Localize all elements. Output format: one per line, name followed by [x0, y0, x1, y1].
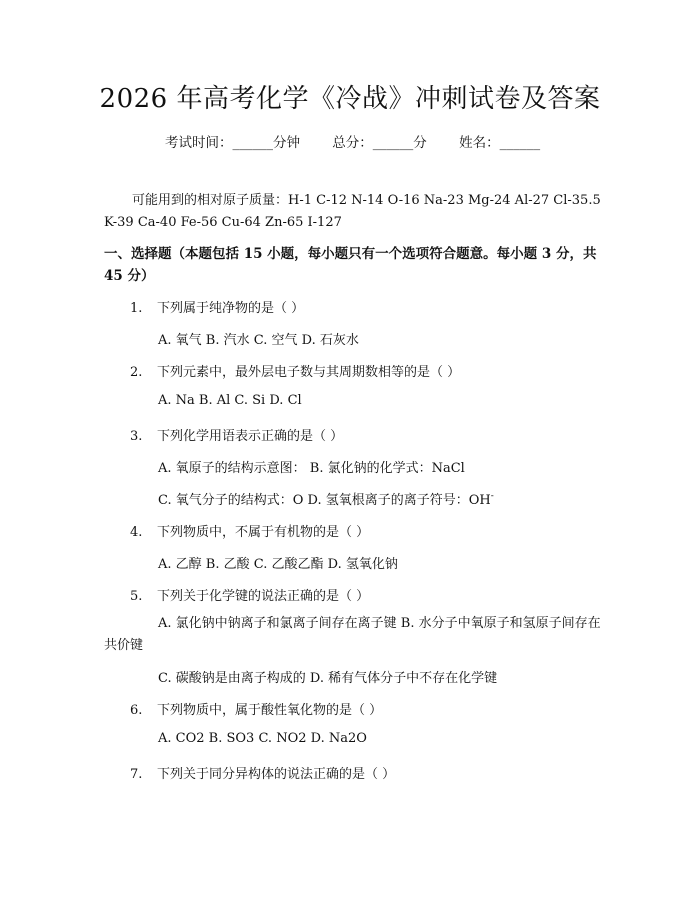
- question-number: 4.: [130, 525, 143, 540]
- question-3-options-cd: [158, 489, 494, 508]
- section-heading-multiple-choice: 一、选择题（本题包括 15 小题，每小题只有一个选项符合题意。每小题 3 分，共 45 分）: [104, 246, 597, 284]
- question-6: [130, 699, 382, 718]
- question-text: 下列属于纯净物的是（ ）: [157, 301, 305, 316]
- question-4: [130, 521, 369, 540]
- atomic-mass-note: 可能用到的相对原子质量：H-1 C-12 N-14 O-16 Na-23 Mg-24 Al-27 Cl-35.5 K-39 Ca-40 Fe-56 Cu-64 Zn-65 I-127: [104, 193, 601, 230]
- total-score-field: 总分：______分: [332, 135, 427, 151]
- question-text: 下列元素中，最外层电子数与其周期数相等的是（ ）: [157, 365, 461, 380]
- question-number: 7.: [130, 767, 143, 782]
- question-text: 下列关于同分异构体的说法正确的是（ ）: [157, 767, 396, 782]
- question-number: 3.: [130, 429, 143, 444]
- question-2-options: A. Na B. Al C. Si D. Cl: [158, 393, 302, 408]
- question-5: [130, 585, 369, 604]
- question-1-options: A. 氧气 B. 汽水 C. 空气 D. 石灰水: [158, 333, 359, 348]
- question-5-options-ab: A. 氯化钠中钠离子和氯离子间存在离子键 B. 水分子中氧原子和氢原子间存在共价键: [104, 616, 601, 653]
- question-text: 下列关于化学键的说法正确的是（ ）: [157, 589, 370, 604]
- superscript-charge: -: [490, 491, 494, 502]
- question-number: 1.: [130, 301, 143, 316]
- question-3-options-ab: A. 氧原子的结构示意图： B. 氯化钠的化学式：NaCl: [158, 461, 465, 476]
- exam-time-field: 考试时间：______分钟: [165, 135, 300, 151]
- exam-title: 2026 年高考化学《冷战》冲刺试卷及答案: [99, 84, 601, 114]
- question-7: [130, 763, 395, 782]
- student-name-field: 姓名：______: [459, 135, 541, 151]
- question-3: [130, 425, 343, 444]
- exam-meta: [165, 131, 568, 151]
- question-text: 下列物质中，属于酸性氧化物的是（ ）: [157, 703, 383, 718]
- question-4-options: A. 乙醇 B. 乙酸 C. 乙酸乙酯 D. 氢氧化钠: [158, 557, 398, 572]
- question-5-options-cd: C. 碳酸钠是由离子构成的 D. 稀有气体分子中不存在化学键: [158, 671, 498, 686]
- question-6-options: A. CO2 B. SO3 C. NO2 D. Na2O: [158, 731, 367, 746]
- option-text: C. 氧气分子的结构式：O D. 氢氧根离子的离子符号：OH: [158, 493, 491, 508]
- question-number: 6.: [130, 703, 143, 718]
- question-2: [130, 361, 460, 380]
- question-1: [130, 297, 304, 316]
- question-number: 2.: [130, 365, 143, 380]
- question-text: 下列化学用语表示正确的是（ ）: [157, 429, 344, 444]
- question-number: 5.: [130, 589, 143, 604]
- question-text: 下列物质中，不属于有机物的是（ ）: [157, 525, 370, 540]
